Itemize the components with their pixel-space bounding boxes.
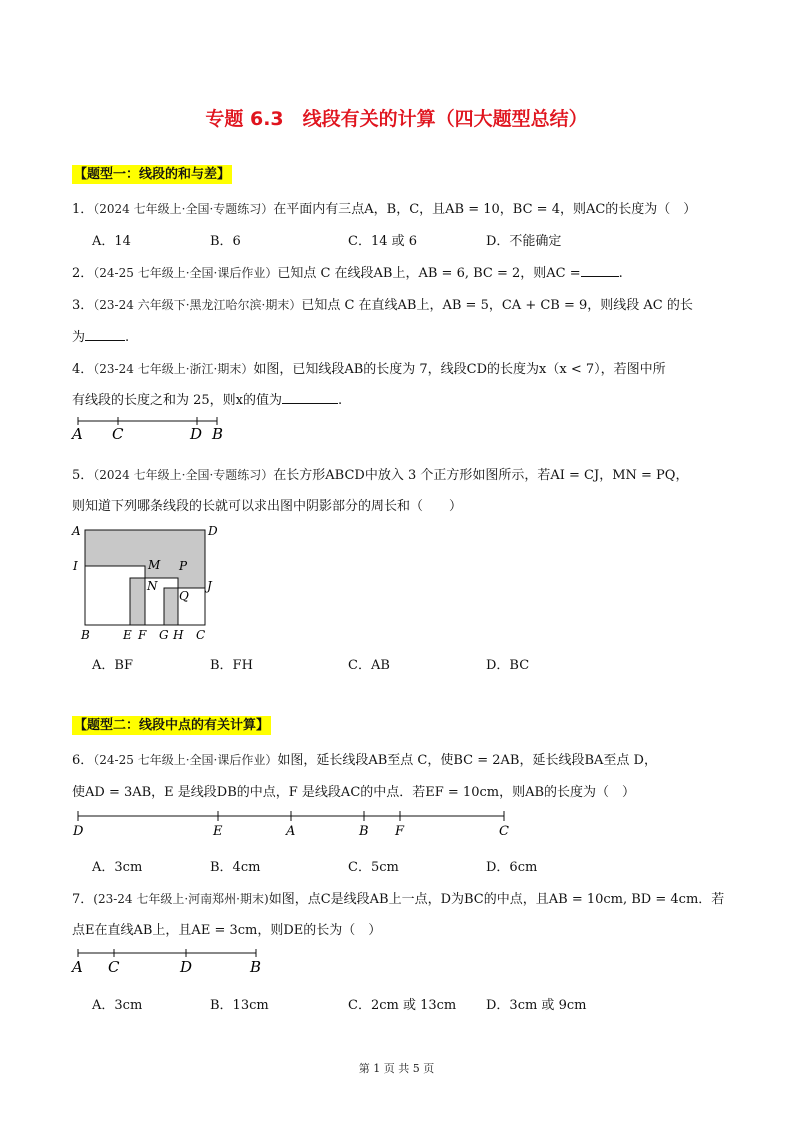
question-4-line2 bbox=[72, 389, 342, 408]
page-title: 专题 6.3 线段有关的计算（四大题型总结） bbox=[205, 108, 588, 130]
question-tail: . bbox=[338, 393, 343, 408]
question-7-line2: 点E在直线AB上，且AE = 3cm，则DE的长为（ ） bbox=[72, 923, 382, 938]
question-source: （2024 七年级上·全国·专题练习） bbox=[93, 468, 274, 482]
point-label-b: B bbox=[81, 628, 90, 642]
question-number: 1． bbox=[72, 202, 94, 217]
point-label-i: I bbox=[73, 559, 78, 573]
point-label-h: H bbox=[173, 628, 184, 642]
question-text: 在长方形ABCD中放入 3 个正方形如图所示，若AI = CJ，MN = PQ， bbox=[273, 468, 689, 483]
point-label-q: Q bbox=[179, 589, 189, 603]
question-text: 有线段的长度之和为 25，则x的值为 bbox=[72, 393, 283, 408]
question-number: 2． bbox=[72, 266, 94, 281]
point-label-c: C bbox=[108, 958, 120, 976]
question-7 bbox=[72, 888, 724, 907]
question-tail: . bbox=[125, 330, 130, 345]
shaded-strip-gh bbox=[164, 588, 178, 625]
question-number: 7． bbox=[72, 892, 94, 907]
question-text: 如图，延长线段AB至点 C，使BC = 2AB，延长线段BA至点 D， bbox=[277, 753, 657, 768]
question-3 bbox=[72, 294, 693, 313]
point-label-d: D bbox=[73, 824, 84, 838]
option-c: C．2cm 或 13cm bbox=[348, 998, 457, 1013]
question-source: （23-24 六年级下·黑龙江哈尔滨·期末） bbox=[93, 298, 302, 312]
question-tail: . bbox=[618, 266, 623, 281]
option-b: B．6 bbox=[210, 234, 241, 249]
point-label-e: E bbox=[123, 628, 132, 642]
option-d: D．不能确定 bbox=[486, 234, 562, 249]
option-a: A．3cm bbox=[92, 998, 143, 1013]
answer-blank[interactable] bbox=[581, 264, 619, 277]
point-label-f: F bbox=[138, 628, 147, 642]
question-5-line2: 则知道下列哪条线段的长就可以求出图中阴影部分的周长和（ ） bbox=[72, 499, 463, 514]
question-source: （23-24 七年级上·浙江·期末） bbox=[93, 362, 254, 376]
point-label-n: N bbox=[147, 579, 158, 593]
point-label-d: D bbox=[190, 425, 203, 443]
point-label-j: J bbox=[207, 579, 212, 593]
question-number: 3． bbox=[72, 298, 94, 313]
point-label-b: B bbox=[359, 824, 369, 838]
question-source: (23-24 七年级上·河南郑州·期末) bbox=[93, 892, 269, 906]
point-label-a: A bbox=[286, 824, 296, 838]
shaded-strip-ef bbox=[130, 578, 145, 625]
question-text: 为 bbox=[72, 330, 86, 345]
section-tag: 【题型一：线段的和与差】 bbox=[74, 167, 231, 182]
q7-segment-figure bbox=[70, 946, 270, 976]
question-text: 如图，已知线段AB的长度为 7，线段CD的长度为x（x < 7），若图中所 bbox=[253, 362, 666, 377]
question-number: 4． bbox=[72, 362, 94, 377]
option-a: A．3cm bbox=[92, 860, 143, 875]
question-6-line2: 使AD = 3AB，E 是线段DB的中点，F 是线段AC的中点．若EF = 10cm，则AB的长度为（ ） bbox=[72, 785, 636, 800]
section-heading-1 bbox=[72, 163, 232, 182]
q4-segment-figure bbox=[70, 414, 230, 444]
option-d: D．6cm bbox=[486, 860, 538, 875]
question-source: （2024 七年级上·全国·专题练习） bbox=[93, 202, 274, 216]
section-tag: 【题型二：线段中点的有关计算】 bbox=[74, 718, 270, 733]
question-1 bbox=[72, 198, 696, 217]
option-c: C．14 或 6 bbox=[348, 234, 418, 249]
question-text: 已知点 C 在线段AB上，AB = 6, BC = 2，则AC = bbox=[277, 266, 581, 281]
question-number: 6． bbox=[72, 753, 94, 768]
answer-blank[interactable] bbox=[85, 328, 125, 341]
answer-blank[interactable] bbox=[282, 391, 338, 404]
option-a: A．14 bbox=[92, 234, 131, 249]
question-number: 5． bbox=[72, 468, 94, 483]
option-a: A．BF bbox=[92, 658, 133, 673]
point-label-g: G bbox=[159, 628, 169, 642]
option-d: D．3cm 或 9cm bbox=[486, 998, 587, 1013]
question-text: 在平面内有三点A，B，C，且AB = 10，BC = 4，则AC的长度为（ ） bbox=[273, 202, 697, 217]
point-label-c: C bbox=[196, 628, 206, 642]
question-source: （24-25 七年级上·全国·课后作业） bbox=[93, 266, 278, 280]
option-c: C．5cm bbox=[348, 860, 399, 875]
question-3-line2 bbox=[72, 326, 129, 345]
point-label-d: D bbox=[180, 958, 193, 976]
q5-rectangle-figure bbox=[68, 518, 228, 644]
point-label-m: M bbox=[148, 558, 161, 572]
point-label-a: A bbox=[72, 958, 83, 976]
option-d: D．BC bbox=[486, 658, 530, 673]
option-b: B．FH bbox=[210, 658, 253, 673]
question-text: 已知点 C 在直线AB上，AB = 5，CA + CB = 9，则线段 AC 的长 bbox=[301, 298, 693, 313]
option-b: B．13cm bbox=[210, 998, 269, 1013]
point-label-b: B bbox=[212, 425, 224, 443]
point-label-d: D bbox=[208, 524, 218, 538]
point-label-e: E bbox=[213, 824, 223, 838]
q6-segment-figure bbox=[70, 808, 520, 838]
question-text: 如图，点C是线段AB上一点，D为BC的中点，且AB = 10cm, BD = 4cm．若 bbox=[268, 892, 725, 907]
question-2 bbox=[72, 262, 623, 281]
page-footer: 第 1 页 共 5 页 bbox=[358, 1062, 435, 1075]
point-label-b: B bbox=[250, 958, 262, 976]
option-b: B．4cm bbox=[210, 860, 261, 875]
point-label-a: A bbox=[72, 524, 81, 538]
point-label-c: C bbox=[112, 425, 124, 443]
question-source: （24-25 七年级上·全国·课后作业） bbox=[93, 753, 278, 767]
point-label-f: F bbox=[395, 824, 405, 838]
point-label-c: C bbox=[499, 824, 509, 838]
point-label-a: A bbox=[72, 425, 83, 443]
question-4 bbox=[72, 358, 666, 377]
point-label-p: P bbox=[179, 559, 188, 573]
section-heading-2 bbox=[72, 714, 271, 733]
option-c: C．AB bbox=[348, 658, 390, 673]
question-5 bbox=[72, 464, 688, 483]
question-6 bbox=[72, 749, 657, 768]
